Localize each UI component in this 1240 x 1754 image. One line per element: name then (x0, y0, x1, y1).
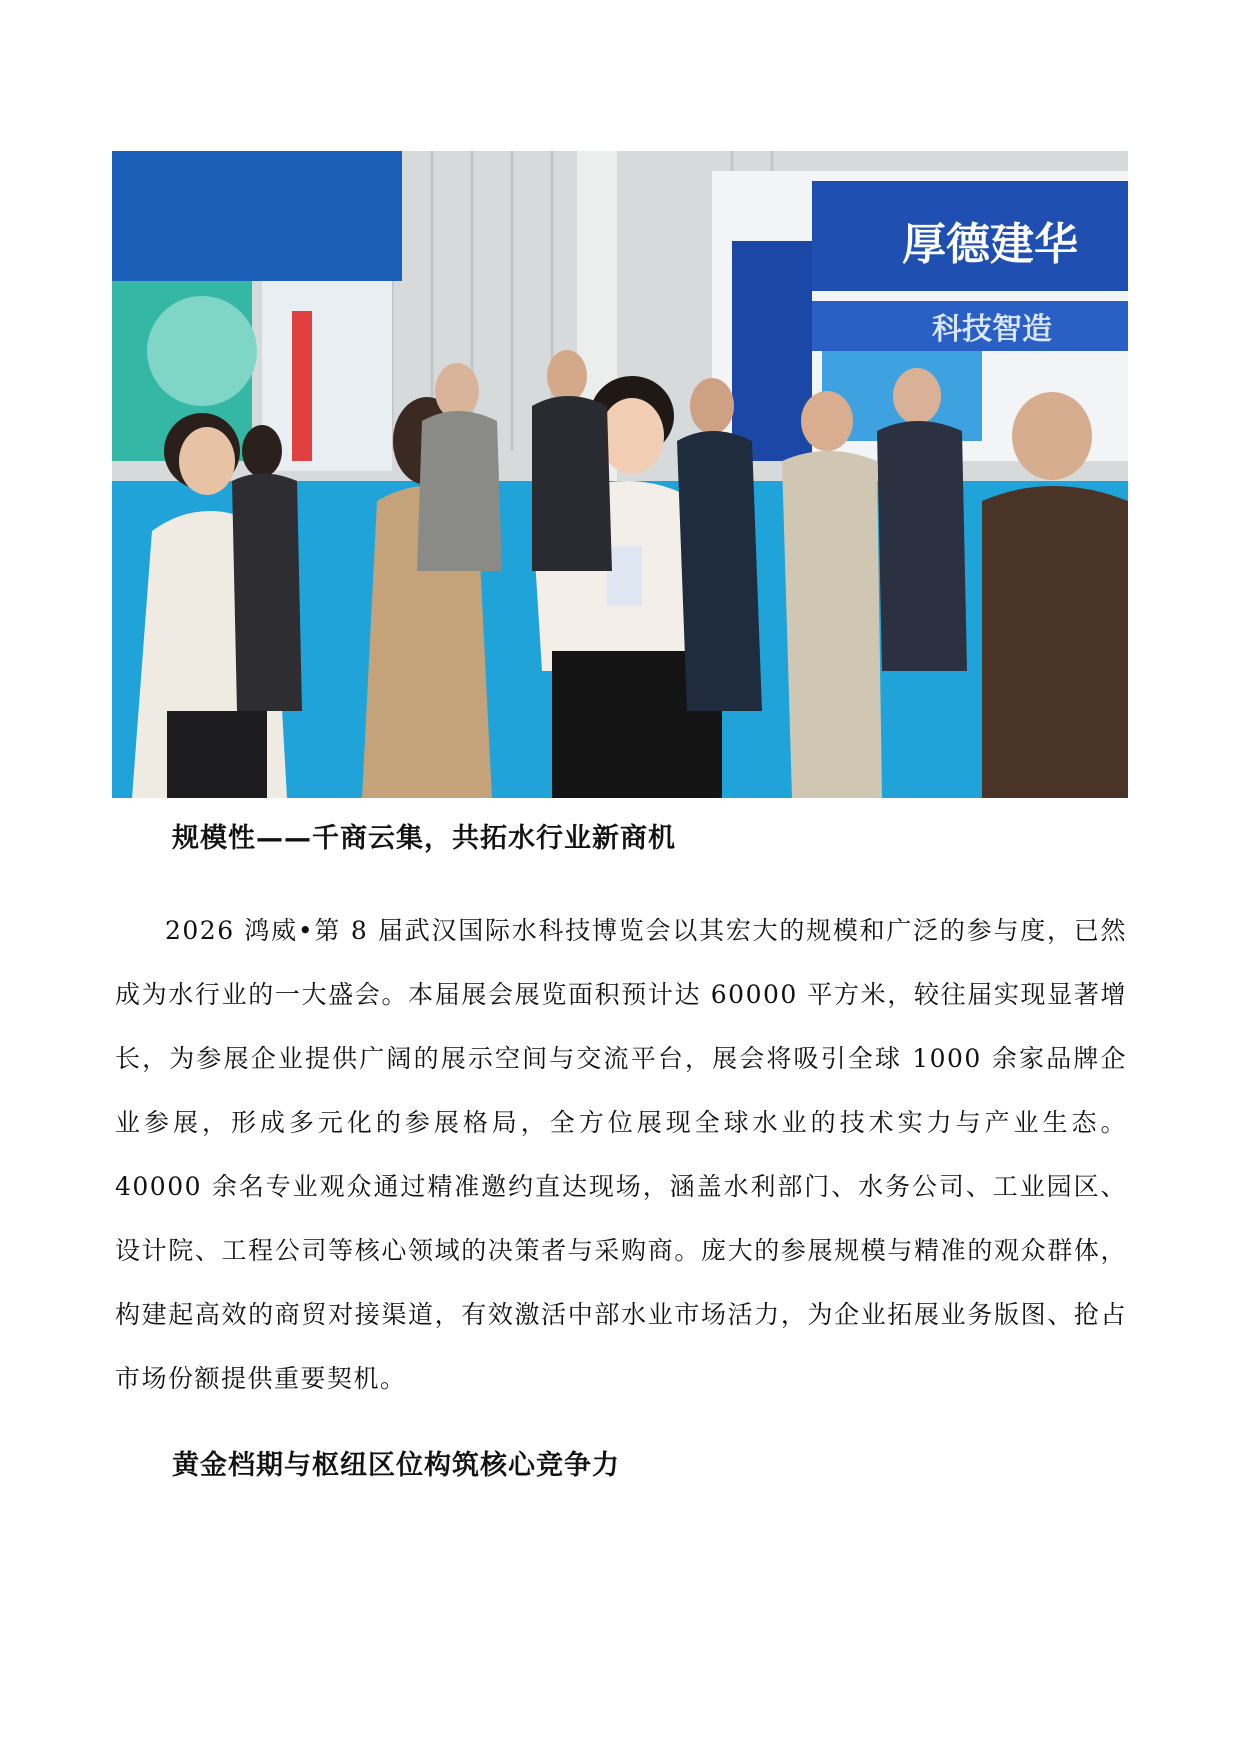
booth-sign-sub: 科技智造 (932, 312, 1052, 347)
section-heading-scale: 规模性——千商云集，共拓水行业新商机 (172, 823, 676, 854)
booth-accent (292, 311, 312, 461)
section-paragraph-scale: 2026 鸿威•第 8 届武汉国际水科技博览会以其宏大的规模和广泛的参与度，已然成为水行业的一大盛会。本届展会展览面积预计达 60000 平方米，较往届实现显著增长，为参展企业提供广阔的展示空间与交流平台，展会将吸引全球 1000 余家品牌企业参展，形成多元化的参展格局，全方位展现全球水业的技术实力与产业生态。40000 余名专业观众通过精准邀约直达现场，涵盖水利部门、水务公司、工业园区、设计院、工程公司等核心领域的决策者与采购商。庞大的参展规模与精准的观众群体，构建起高效的商贸对接渠道，有效激活中部水业市场活力，为企业拓展业务版图、抢占市场份额提供重要契机。 (115, 916, 1127, 1393)
exhibition-photo (112, 151, 1128, 798)
booth-sign-main: 厚德建华 (902, 219, 1078, 270)
right-booth-column (732, 241, 812, 461)
exhibition-scene (112, 151, 1128, 798)
left-booth-canopy (112, 151, 402, 281)
left-booth-panel (262, 281, 392, 471)
section-heading-competitiveness: 黄金档期与枢纽区位构筑核心竞争力 (172, 1450, 620, 1481)
booth-display-tank (147, 296, 257, 406)
